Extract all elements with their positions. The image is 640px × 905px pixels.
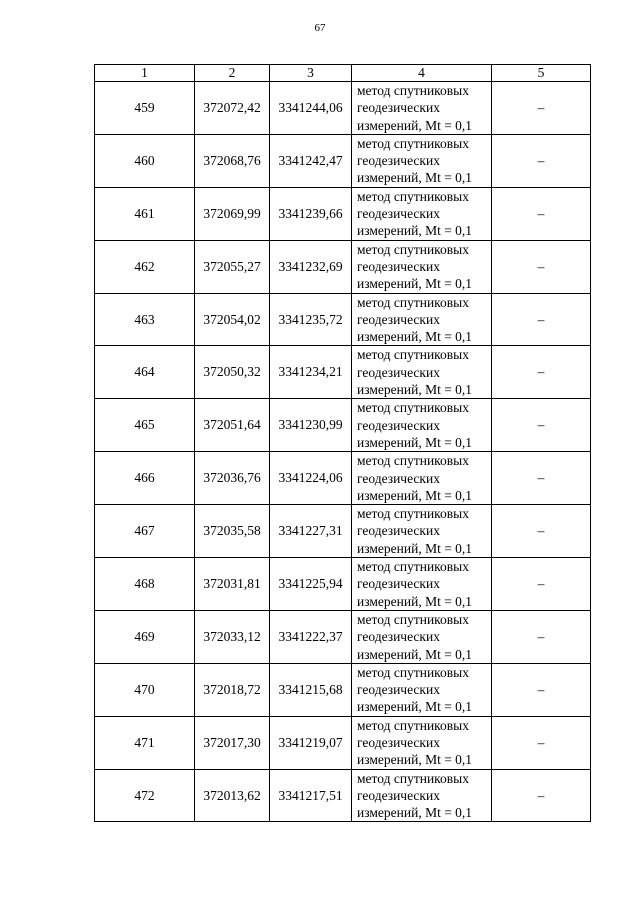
method-line: измерений, Mt = 0,1 [357,276,473,292]
note-cell: – [492,82,591,135]
point-number-cell: 466 [95,452,195,505]
method-line: геодезических [357,311,440,327]
method-line: геодезических [357,153,440,169]
y-coordinate-cell: 3341230,99 [270,399,352,452]
note-cell: – [492,134,591,187]
point-number-cell: 461 [95,187,195,240]
method-line: геодезических [357,576,440,592]
y-coordinate-cell: 3341242,47 [270,134,352,187]
method-cell [352,452,492,505]
y-coordinate-cell: 3341225,94 [270,558,352,611]
y-coordinate-cell: 3341217,51 [270,769,352,822]
method-line: измерений, Mt = 0,1 [357,329,473,345]
method-line: геодезических [357,417,440,433]
method-line: геодезических [357,100,440,116]
method-line: метод спутниковых [357,400,469,416]
method-line: измерений, Mt = 0,1 [357,593,473,609]
point-number-cell: 459 [95,82,195,135]
note-cell: – [492,769,591,822]
method-line: измерений, Mt = 0,1 [357,117,473,133]
table-body [95,82,591,822]
point-number-cell: 460 [95,134,195,187]
method-cell [352,610,492,663]
point-number-cell: 468 [95,558,195,611]
page-number: 67 [314,22,326,34]
method-line: метод спутниковых [357,717,469,733]
y-coordinate-cell: 3341215,68 [270,663,352,716]
point-number-cell: 469 [95,610,195,663]
table-row [95,663,591,716]
header-col-3: 3 [270,65,352,82]
y-coordinate-cell: 3341227,31 [270,505,352,558]
y-coordinate-cell: 3341244,06 [270,82,352,135]
coordinates-table [94,64,591,822]
x-coordinate-cell: 372055,27 [195,240,270,293]
header-col-1: 1 [95,65,195,82]
method-cell [352,134,492,187]
table-row [95,769,591,822]
table-header [95,65,591,82]
table-row [95,505,591,558]
note-cell: – [492,610,591,663]
note-cell: – [492,716,591,769]
x-coordinate-cell: 372068,76 [195,134,270,187]
x-coordinate-cell: 372054,02 [195,293,270,346]
method-line: метод спутниковых [357,241,469,257]
table-row [95,134,591,187]
method-cell [352,293,492,346]
method-cell [352,558,492,611]
method-line: измерений, Mt = 0,1 [357,540,473,556]
method-line: метод спутниковых [357,135,469,151]
method-line: геодезических [357,258,440,274]
x-coordinate-cell: 372069,99 [195,187,270,240]
method-line: метод спутниковых [357,559,469,575]
note-cell: – [492,505,591,558]
point-number-cell: 471 [95,716,195,769]
y-coordinate-cell: 3341219,07 [270,716,352,769]
x-coordinate-cell: 372031,81 [195,558,270,611]
method-cell [352,505,492,558]
x-coordinate-cell: 372033,12 [195,610,270,663]
header-col-4: 4 [352,65,492,82]
method-line: измерений, Mt = 0,1 [357,805,473,821]
note-cell: – [492,663,591,716]
method-cell [352,663,492,716]
note-cell: – [492,293,591,346]
y-coordinate-cell: 3341222,37 [270,610,352,663]
table-row [95,293,591,346]
method-line: геодезических [357,734,440,750]
method-cell [352,399,492,452]
y-coordinate-cell: 3341235,72 [270,293,352,346]
point-number-cell: 462 [95,240,195,293]
point-number-cell: 467 [95,505,195,558]
header-col-5: 5 [492,65,591,82]
table-row [95,346,591,399]
point-number-cell: 470 [95,663,195,716]
method-line: метод спутниковых [357,347,469,363]
note-cell: – [492,240,591,293]
method-cell [352,716,492,769]
header-row [95,65,591,82]
x-coordinate-cell: 372035,58 [195,505,270,558]
point-number-cell: 465 [95,399,195,452]
method-line: геодезических [357,206,440,222]
method-line: измерений, Mt = 0,1 [357,487,473,503]
method-line: геодезических [357,364,440,380]
y-coordinate-cell: 3341232,69 [270,240,352,293]
method-line: метод спутниковых [357,453,469,469]
note-cell: – [492,452,591,505]
method-cell [352,187,492,240]
x-coordinate-cell: 372036,76 [195,452,270,505]
table-row [95,610,591,663]
y-coordinate-cell: 3341239,66 [270,187,352,240]
table-row [95,82,591,135]
method-cell [352,346,492,399]
method-line: метод спутниковых [357,611,469,627]
method-line: измерений, Mt = 0,1 [357,699,473,715]
method-line: геодезических [357,787,440,803]
method-line: метод спутниковых [357,506,469,522]
point-number-cell: 472 [95,769,195,822]
table-row [95,187,591,240]
method-line: метод спутниковых [357,188,469,204]
table-row [95,558,591,611]
method-line: геодезических [357,682,440,698]
table-row [95,716,591,769]
table-row [95,240,591,293]
y-coordinate-cell: 3341234,21 [270,346,352,399]
method-line: метод спутниковых [357,770,469,786]
note-cell: – [492,399,591,452]
method-line: измерений, Mt = 0,1 [357,646,473,662]
method-line: измерений, Mt = 0,1 [357,382,473,398]
table-row [95,452,591,505]
x-coordinate-cell: 372072,42 [195,82,270,135]
note-cell: – [492,558,591,611]
header-col-2: 2 [195,65,270,82]
point-number-cell: 463 [95,293,195,346]
y-coordinate-cell: 3341224,06 [270,452,352,505]
x-coordinate-cell: 372050,32 [195,346,270,399]
note-cell: – [492,187,591,240]
method-cell [352,82,492,135]
method-line: метод спутниковых [357,294,469,310]
method-line: измерений, Mt = 0,1 [357,752,473,768]
method-line: метод спутниковых [357,664,469,680]
x-coordinate-cell: 372051,64 [195,399,270,452]
method-line: метод спутниковых [357,83,469,98]
x-coordinate-cell: 372013,62 [195,769,270,822]
method-cell [352,769,492,822]
x-coordinate-cell: 372017,30 [195,716,270,769]
method-line: геодезических [357,629,440,645]
method-line: измерений, Mt = 0,1 [357,434,473,450]
method-cell [352,240,492,293]
point-number-cell: 464 [95,346,195,399]
method-line: геодезических [357,470,440,486]
note-cell: – [492,346,591,399]
method-line: геодезических [357,523,440,539]
table-row [95,399,591,452]
method-line: измерений, Mt = 0,1 [357,223,473,239]
x-coordinate-cell: 372018,72 [195,663,270,716]
method-line: измерений, Mt = 0,1 [357,170,473,186]
